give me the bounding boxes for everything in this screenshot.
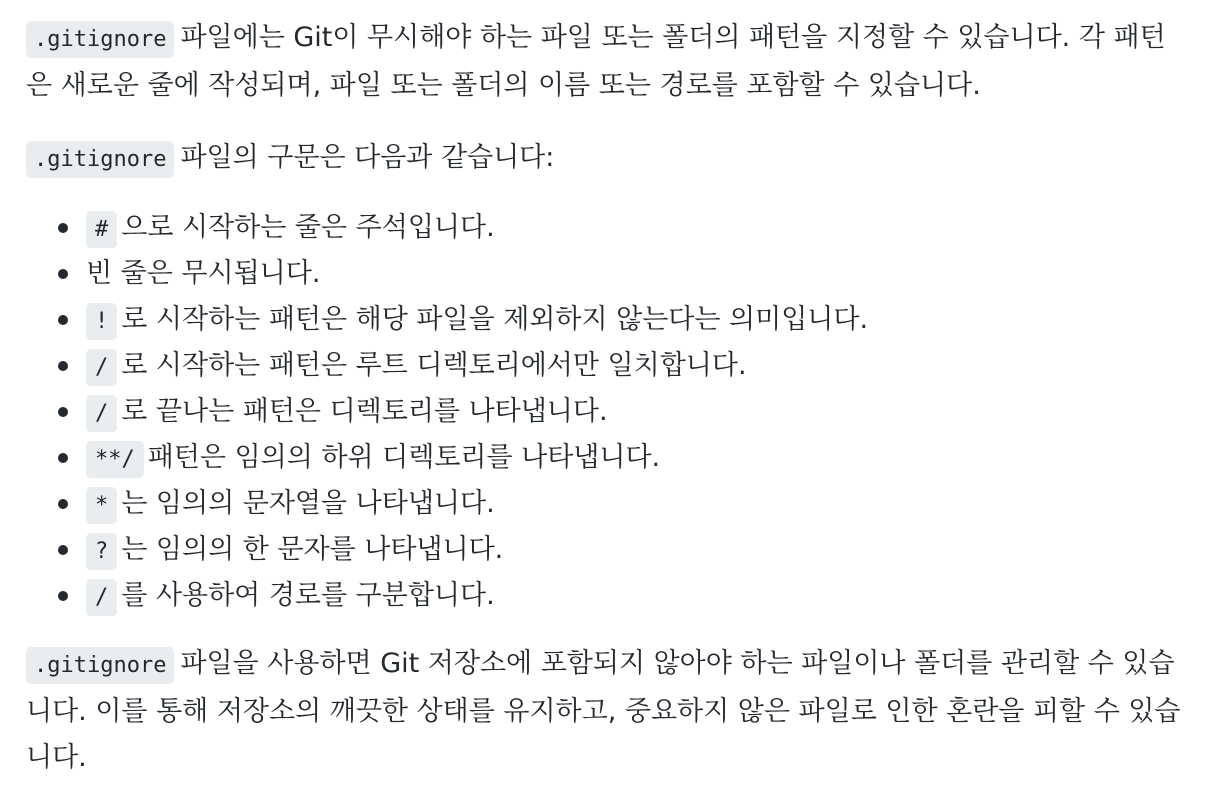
list-item-text: 로 끝나는 패턴은 디렉토리를 나타냅니다. bbox=[121, 396, 608, 427]
list-item-text: 빈 줄은 무시됩니다. bbox=[86, 258, 321, 289]
list-item bbox=[86, 389, 1190, 435]
list-item-text: 는 임의의 문자열을 나타냅니다. bbox=[121, 488, 495, 519]
list-item bbox=[86, 251, 1190, 297]
list-item bbox=[86, 573, 1190, 619]
list-item bbox=[86, 435, 1190, 481]
inline-code: ? bbox=[86, 533, 117, 570]
list-item-text: 는 임의의 한 문자를 나타냅니다. bbox=[121, 534, 504, 565]
outro-paragraph bbox=[26, 641, 1190, 781]
inline-code: .gitignore bbox=[26, 647, 174, 684]
list-item bbox=[86, 343, 1190, 389]
inline-code: ! bbox=[86, 303, 117, 340]
inline-code: / bbox=[86, 395, 117, 432]
intro-paragraph bbox=[26, 15, 1190, 109]
list-item-text: 패턴은 임의의 하위 디렉토리를 나타냅니다. bbox=[147, 442, 661, 473]
list-item bbox=[86, 297, 1190, 343]
syntax-intro-paragraph bbox=[26, 135, 1190, 183]
list-item-text: 로 시작하는 패턴은 해당 파일을 제외하지 않는다는 의미입니다. bbox=[121, 304, 869, 335]
list-item bbox=[86, 481, 1190, 527]
list-item-text: 으로 시작하는 줄은 주석입니다. bbox=[121, 212, 495, 243]
paragraph-text: 파일을 사용하면 Git 저장소에 포함되지 않아야 하는 파일이나 폴더를 관리할 수 있습니다. 이를 통해 저장소의 깨끗한 상태를 유지하고, 중요하지 않은 파일로 인한 혼란을 피할 수 있습니다. bbox=[26, 648, 1181, 773]
inline-code: **/ bbox=[86, 441, 144, 478]
inline-code: / bbox=[86, 579, 117, 616]
inline-code: * bbox=[86, 487, 117, 524]
inline-code: # bbox=[86, 211, 117, 248]
paragraph-text: 파일에는 Git이 무시해야 하는 파일 또는 폴더의 패턴을 지정할 수 있습니다. 각 패턴은 새로운 줄에 작성되며, 파일 또는 폴더의 이름 또는 경로를 포함할 수 있습니다. bbox=[26, 22, 1166, 101]
syntax-rules-list bbox=[26, 205, 1190, 619]
inline-code: / bbox=[86, 349, 117, 386]
inline-code: .gitignore bbox=[26, 141, 174, 178]
paragraph-text: 파일의 구문은 다음과 같습니다: bbox=[180, 142, 555, 173]
inline-code: .gitignore bbox=[26, 21, 174, 58]
list-item-text: 로 시작하는 패턴은 루트 디렉토리에서만 일치합니다. bbox=[121, 350, 747, 381]
list-item-text: 를 사용하여 경로를 구분합니다. bbox=[121, 580, 495, 611]
list-item bbox=[86, 205, 1190, 251]
list-item bbox=[86, 527, 1190, 573]
